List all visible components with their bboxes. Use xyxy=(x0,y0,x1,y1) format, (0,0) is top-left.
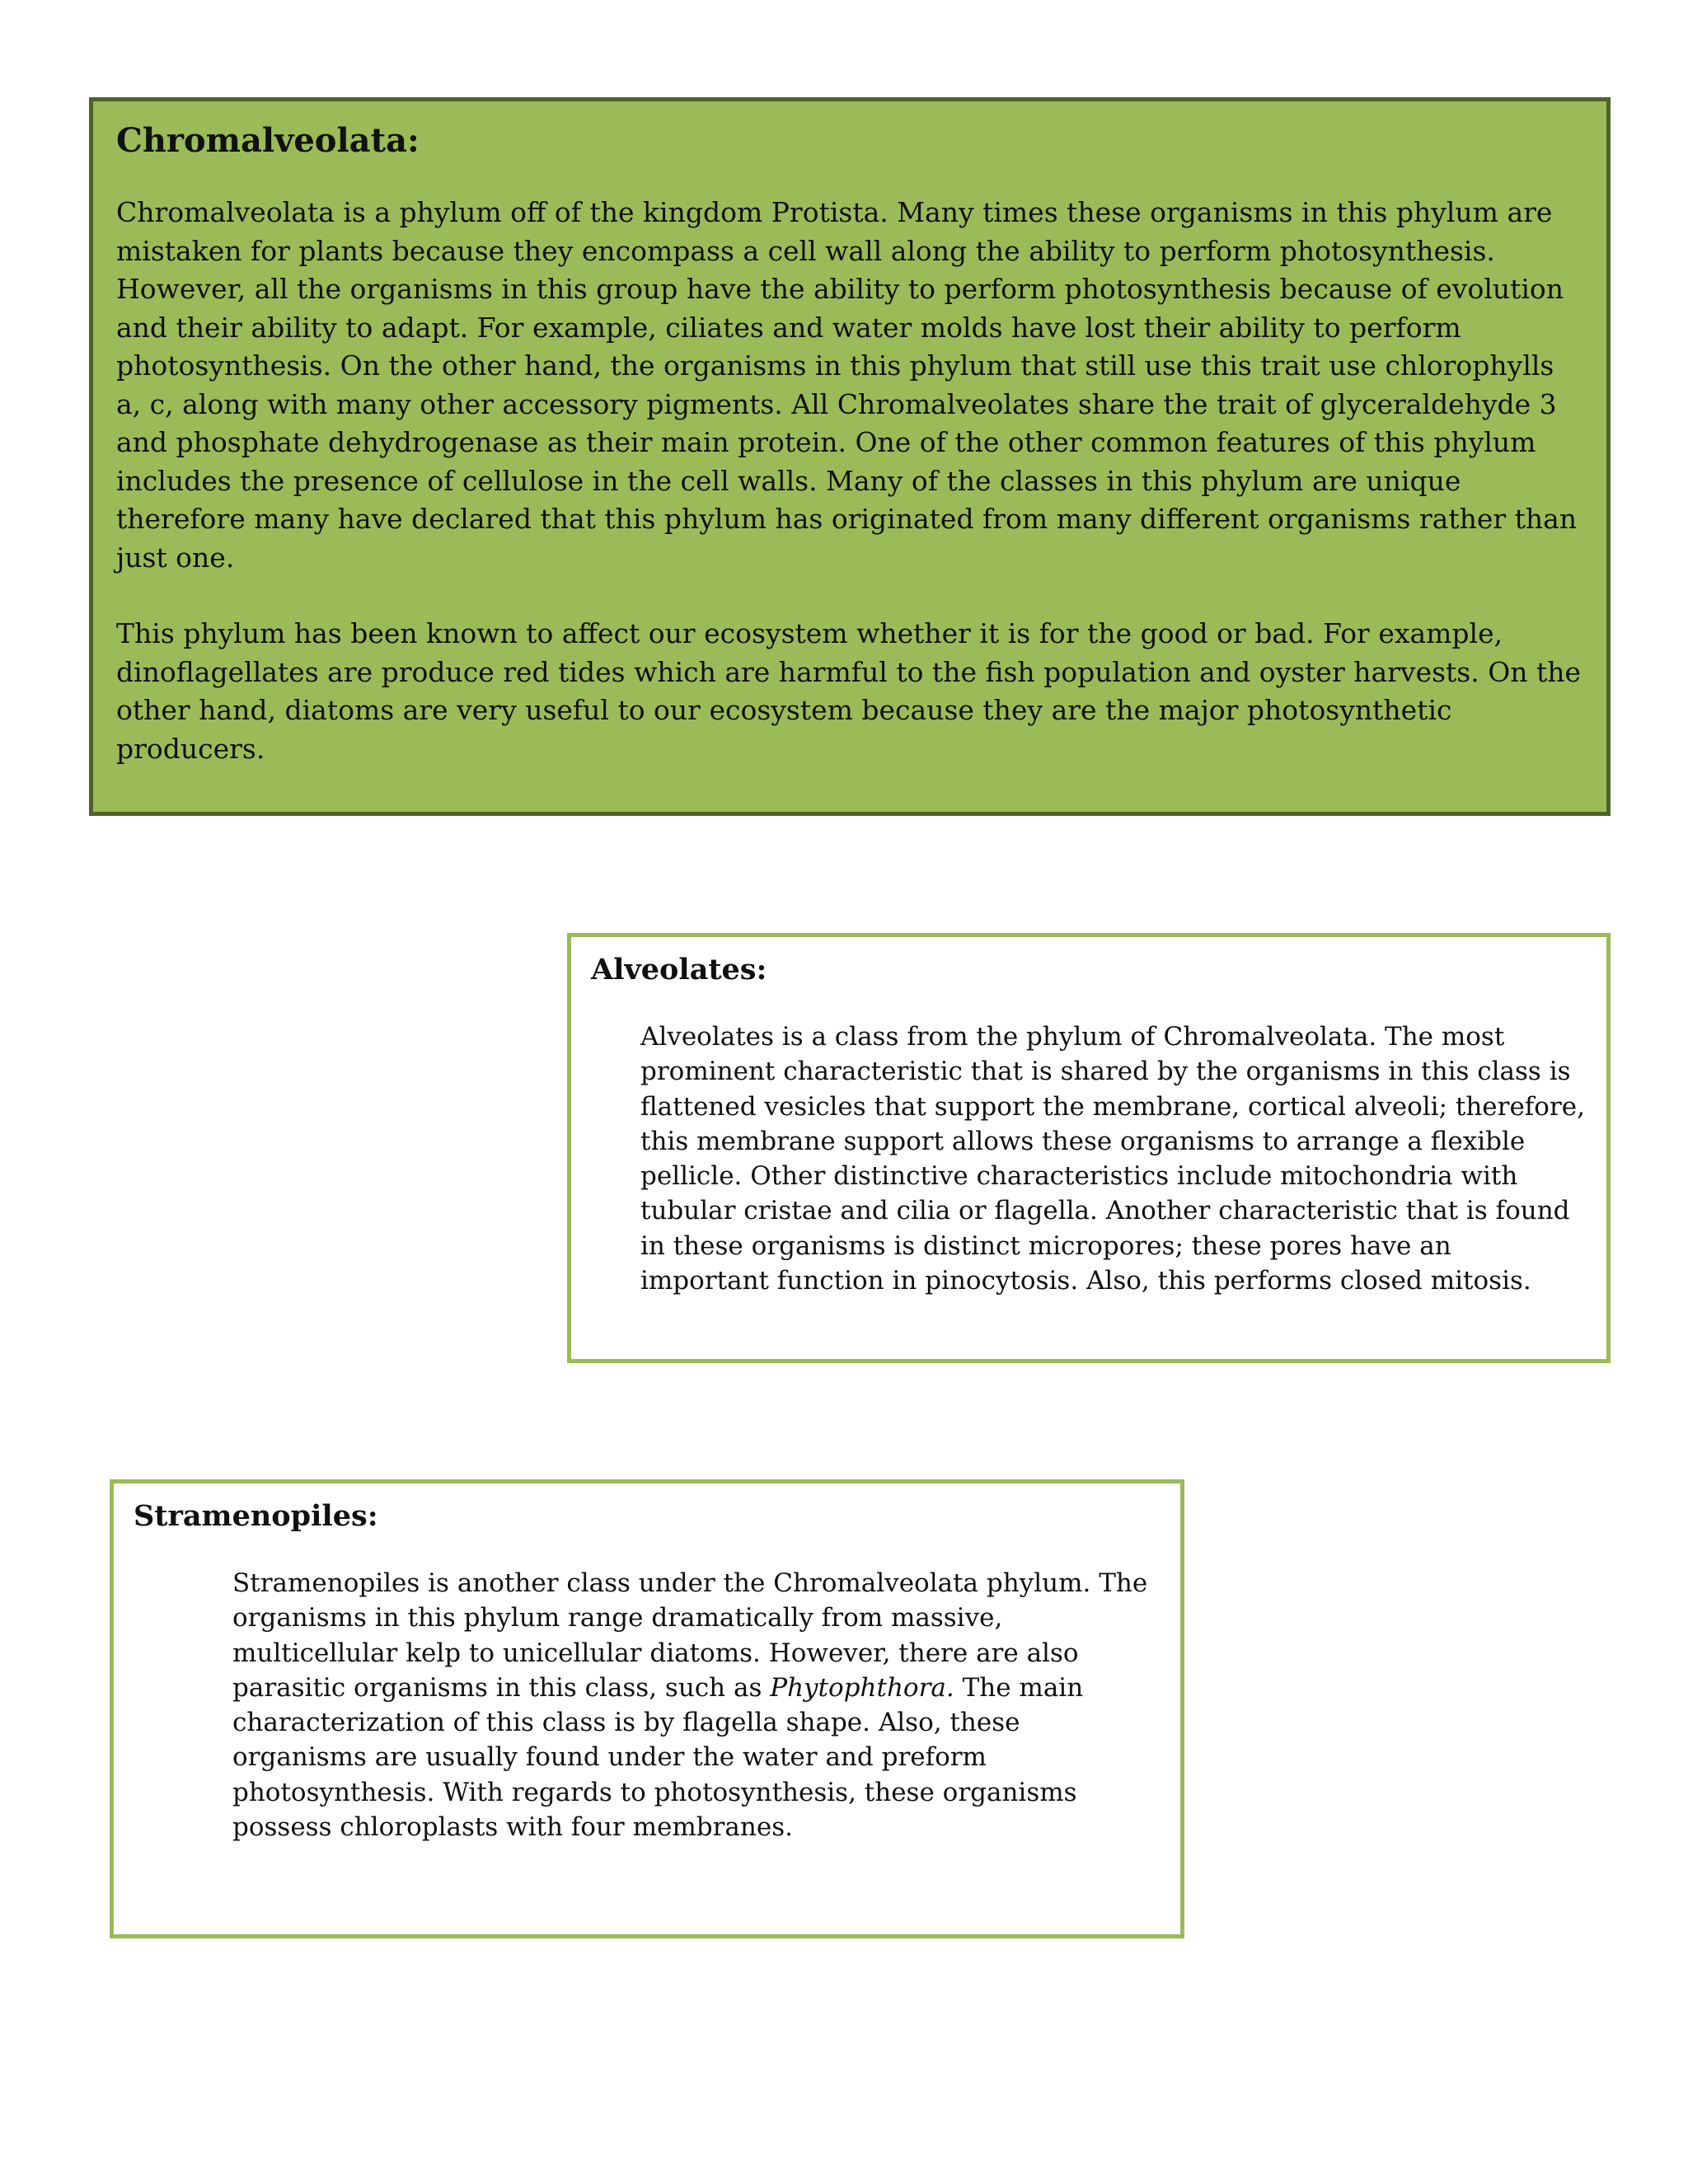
chromalveolata-paragraph-2: This phylum has been known to affect our ecosystem whether it is for the good or bad. For example, dinoflagellates are produce red tides which are harmful to the fish population and oyster harvests. On the other hand, diatoms are very useful to our ecosystem because they are the major photosynthetic producers. xyxy=(116,617,1582,765)
stramenopiles-text-before: Stramenopiles is another class under the Chromalveolata phylum. The organisms in this phylum range dramatically from massive, multicellular kelp to unicellular diatoms. However, there are also parasitic organisms in this class, such as xyxy=(232,1568,1148,1703)
alveolates-paragraph: Alveolates is a class from the phylum of Chromalveolata. The most prominent characteristic that is shared by the organisms in this class is flattened vesicles that support the membrane, cortical alveoli; therefore, this membrane support allows these organisms to arrange a flexible pellicle. Other distinctive characteristics include mitochondria with tubular cristae and cilia or flagella. Another characteristic that is found in these organisms is distinct micropores; these pores have an important function in pinocytosis. Also, this performs closed mitosis. xyxy=(640,1022,1585,1296)
stramenopiles-heading: Stramenopiles: xyxy=(134,1499,378,1533)
stramenopiles-text-after: The main characterization of this class is by flagella shape. Also, these organisms are usually found under the water and preform photosynthesis. With regards to photosynthesis, these organisms possess chloroplasts with four membranes. xyxy=(232,1672,1084,1843)
phytophthora-term: Phytophthora. xyxy=(770,1672,954,1703)
chromalveolata-heading: Chromalveolata: xyxy=(116,121,420,160)
alveolates-box xyxy=(567,933,1611,1363)
chromalveolata-paragraph-1: Chromalveolata is a phylum off of the kingdom Protista. Many times these organisms in this phylum are mistaken for plants because they encompass a cell wall along the ability to perform photosynthesis. However, all the organisms in this group have the ability to perform photosynthesis because of evolution and their ability to adapt. For example, ciliates and water molds have lost their ability to perform photosynthesis. On the other hand, the organisms in this phylum that still use this trait use chlorophylls a, c, along with many other accessory pigments. All Chromalveolates share the trait of glyceraldehyde 3 and phosphate dehydrogenase as their main protein. One of the other common features of this phylum includes the presence of cellulose in the cell walls. Many of the classes in this phylum are unique therefore many have declared that this phylum has originated from many different organisms rather than just one. xyxy=(116,196,1578,574)
alveolates-heading: Alveolates: xyxy=(591,953,767,987)
stramenopiles-paragraph xyxy=(232,1566,1160,1844)
stramenopiles-box xyxy=(110,1479,1184,1938)
chromalveolata-box xyxy=(89,97,1611,816)
